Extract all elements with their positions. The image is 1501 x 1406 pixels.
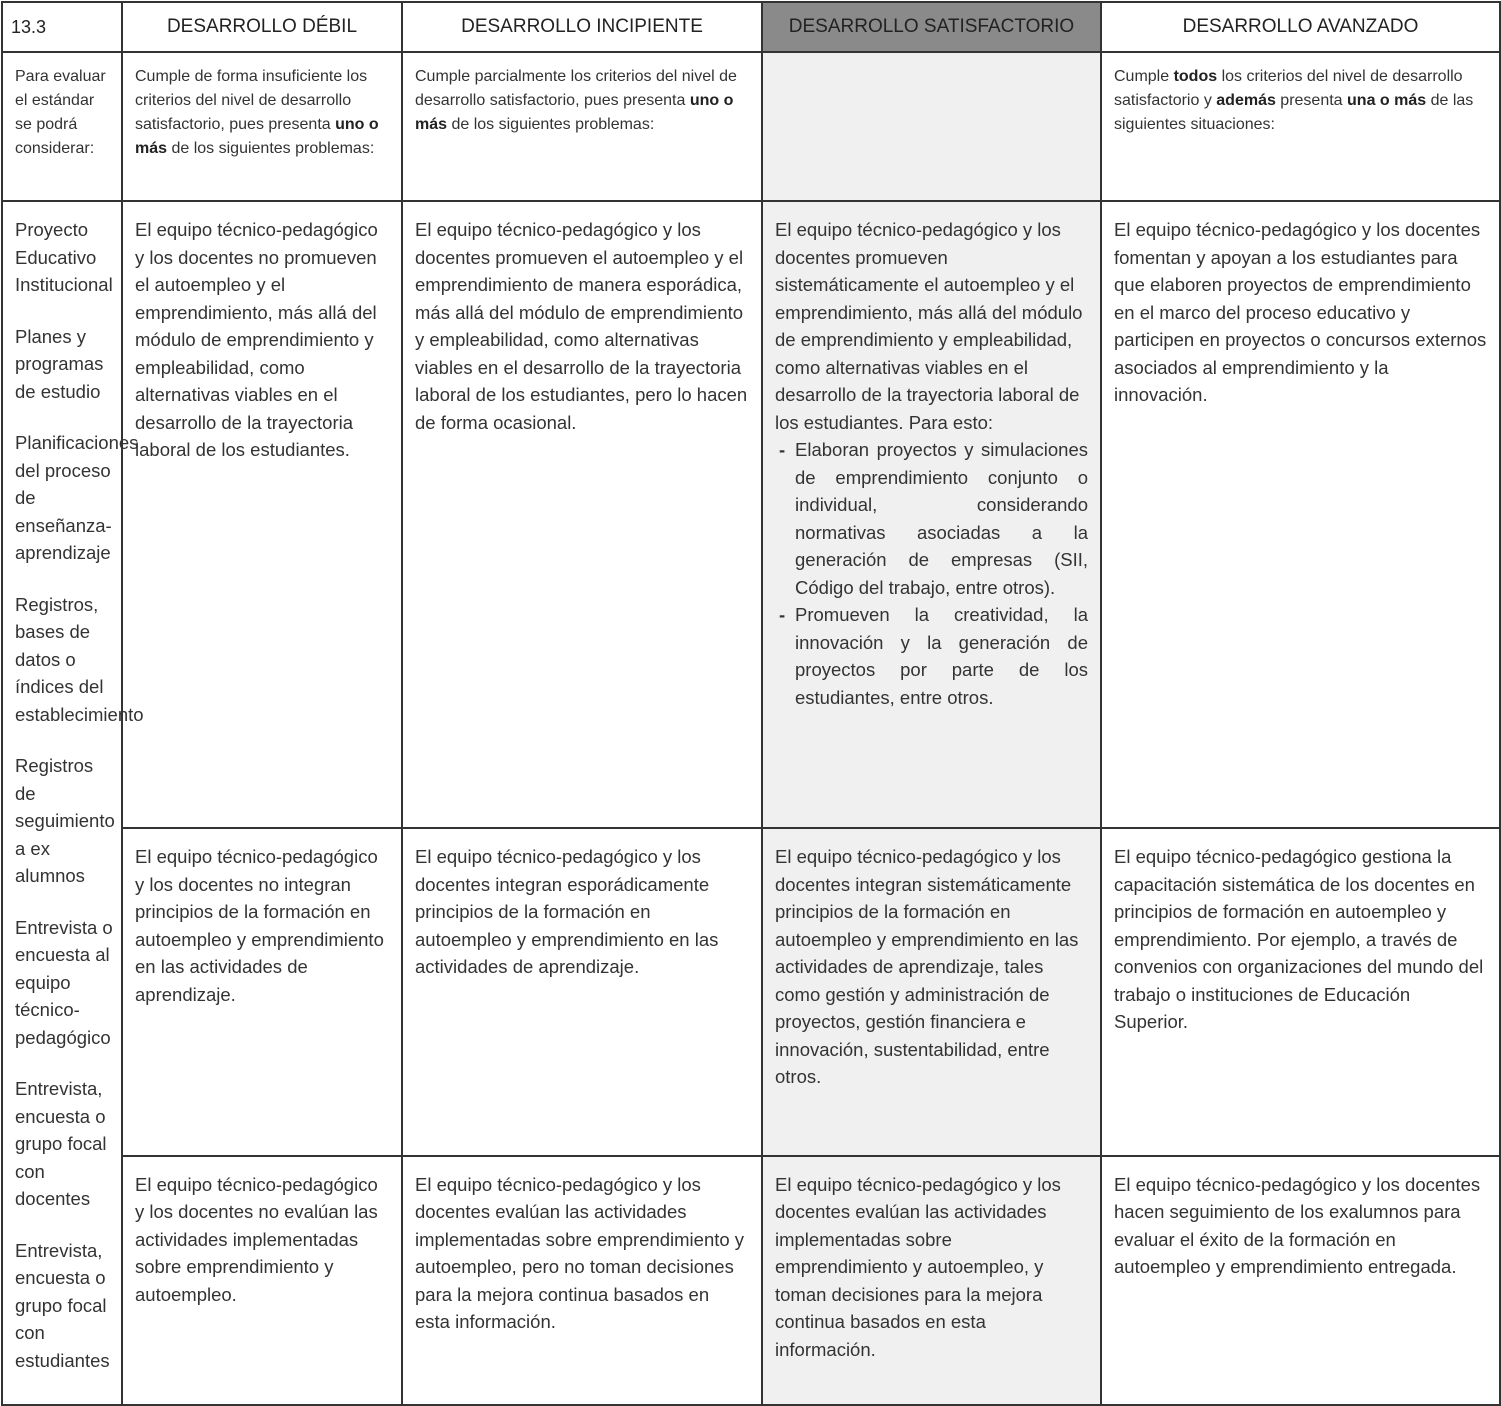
evidence-list bbox=[2, 201, 144, 1405]
intro-incipiente bbox=[402, 52, 762, 201]
emphasis: uno o más bbox=[415, 92, 734, 133]
evidence-item: Proyecto Educativo Institucional bbox=[15, 219, 113, 295]
evidence-item: Planes y programas de estudio bbox=[15, 325, 104, 402]
cell-avanzado: El equipo técnico-pedagógico y los docentes hacen seguimiento de los exalumnos para evaluar el éxito de la formación en autoempleo y emprendimiento entregada. bbox=[1101, 1156, 1500, 1405]
evidence-label: Para evaluar el estándar se podrá considerar: bbox=[2, 52, 122, 201]
text: Cumple parcialmente los criterios del nivel de desarrollo satisfactorio, pues presenta bbox=[415, 68, 737, 109]
evidence-item: Planificaciones del proceso de enseñanza-aprendizaje bbox=[15, 432, 139, 563]
intro-avanzado bbox=[1101, 52, 1500, 201]
text: Cumple bbox=[1114, 68, 1174, 85]
criteria-row bbox=[2, 1156, 1500, 1405]
bullet-list bbox=[775, 436, 1088, 711]
cell-incipiente: El equipo técnico-pedagógico y los docentes integran esporádicamente principios de la formación en autoempleo y emprendimiento en las actividades de aprendizaje. bbox=[402, 828, 762, 1155]
level-avanzado-header: DESARROLLO AVANZADO bbox=[1101, 2, 1500, 52]
evidence-item: Registros, bases de datos o índices del establecimiento bbox=[15, 593, 144, 725]
dash-bullet-icon: - bbox=[779, 604, 786, 625]
cell-incipiente: El equipo técnico-pedagógico y los docentes evalúan las actividades implementadas sobre emprendimiento y autoempleo, pero no toman decisiones para la mejora continua basados en esta información. bbox=[402, 1156, 762, 1405]
bullet-item bbox=[775, 436, 1088, 601]
criteria-row bbox=[2, 201, 1500, 828]
emphasis: una o más bbox=[1347, 92, 1427, 109]
text: los criterios del nivel de desarrollo satisfactorio y bbox=[1114, 68, 1463, 109]
intro-satisfactorio bbox=[762, 52, 1101, 201]
emphasis: uno o más bbox=[135, 116, 379, 157]
rubric-table bbox=[1, 1, 1501, 1406]
level-incipiente-header: DESARROLLO INCIPIENTE bbox=[402, 2, 762, 52]
evidence-item: Entrevista, encuesta o grupo focal con docentes bbox=[15, 1078, 107, 1209]
cell-avanzado: El equipo técnico-pedagógico y los docentes fomentan y apoyan a los estudiantes para que elaboren proyectos de emprendimiento en el marco del proceso educativo y participen en proyectos o concursos externos asociados al emprendimiento y la innovación. bbox=[1101, 201, 1500, 828]
level-debil-header: DESARROLLO DÉBIL bbox=[122, 2, 402, 52]
cell-avanzado: El equipo técnico-pedagógico gestiona la capacitación sistemática de los docentes en principios de formación en autoempleo y emprendimiento. Por ejemplo, a través de convenios con organizaciones del mundo del trabajo o instituciones de Educación Superior. bbox=[1101, 828, 1500, 1155]
text: de los siguientes problemas: bbox=[167, 140, 375, 157]
text: El equipo técnico-pedagógico y los docentes promueven sistemáticamente el autoempleo y el emprendimiento, más allá del módulo de emprendimiento y empleabilidad, como alternativas viables en el desarrollo de la trayectoria laboral de los estudiantes. Para esto: bbox=[775, 219, 1083, 433]
cell-debil: El equipo técnico-pedagógico y los docentes no promueven el autoempleo y el emprendimiento, más allá del módulo de emprendimiento y empleabilidad, como alternativas viables en el desarrollo de la trayectoria laboral de los estudiantes. bbox=[122, 201, 402, 828]
emphasis: además bbox=[1216, 92, 1276, 109]
text: Promueven la creatividad, la innovación y la generación de proyectos por parte de los estudiantes, entre otros. bbox=[795, 604, 1088, 708]
cell-satisfactorio: El equipo técnico-pedagógico y los docentes evalúan las actividades implementadas sobre emprendimiento y autoempleo, y toman decisiones para la mejora continua basados en esta información. bbox=[762, 1156, 1101, 1405]
cell-satisfactorio: El equipo técnico-pedagógico y los docentes integran sistemáticamente principios de la formación en autoempleo y emprendimiento en las actividades de aprendizaje, tales como gestión y administración de proyectos, gestión financiera e innovación, sustentabilidad, entre otros. bbox=[762, 828, 1101, 1155]
cell-debil: El equipo técnico-pedagógico y los docentes no integran principios de la formación en autoempleo y emprendimiento en las actividades de aprendizaje. bbox=[122, 828, 402, 1155]
dash-bullet-icon: - bbox=[779, 439, 786, 460]
bullet-item bbox=[775, 601, 1088, 711]
header-row bbox=[2, 2, 1500, 52]
text: Elaboran proyectos y simulaciones de emprendimiento conjunto o individual, considerando normativas asociadas a la generación de empresas (SII, Código del trabajo, entre otros). bbox=[795, 439, 1088, 598]
evidence-item: Registros de seguimiento a ex alumnos bbox=[15, 755, 115, 886]
text: de los siguientes problemas: bbox=[447, 116, 655, 133]
cell-satisfactorio bbox=[762, 201, 1101, 828]
level-satisfactorio-header: DESARROLLO SATISFACTORIO bbox=[762, 2, 1101, 52]
text: Cumple de forma insuficiente los criterios del nivel de desarrollo satisfactorio, pues presenta bbox=[135, 68, 368, 133]
text: presenta bbox=[1275, 92, 1348, 109]
cell-debil: El equipo técnico-pedagógico y los docentes no evalúan las actividades implementadas sobre emprendimiento y autoempleo. bbox=[122, 1156, 402, 1405]
evidence-item: Entrevista, encuesta o grupo focal con estudiantes bbox=[15, 1239, 110, 1371]
criteria-row bbox=[2, 828, 1500, 1155]
standard-code: 13.3 bbox=[2, 2, 122, 52]
evidence-item: Entrevista o encuesta al equipo técnico-pedagógico bbox=[15, 916, 113, 1048]
text: de las siguientes situaciones: bbox=[1114, 92, 1474, 133]
intro-row bbox=[2, 52, 1500, 201]
emphasis: todos bbox=[1173, 68, 1218, 85]
cell-incipiente: El equipo técnico-pedagógico y los docentes promueven el autoempleo y el emprendimiento de manera esporádica, más allá del módulo de emprendimiento y empleabilidad, como alternativas viables en el desarrollo de la trayectoria laboral de los estudiantes, pero lo hacen de forma ocasional. bbox=[402, 201, 762, 828]
intro-debil bbox=[122, 52, 402, 201]
